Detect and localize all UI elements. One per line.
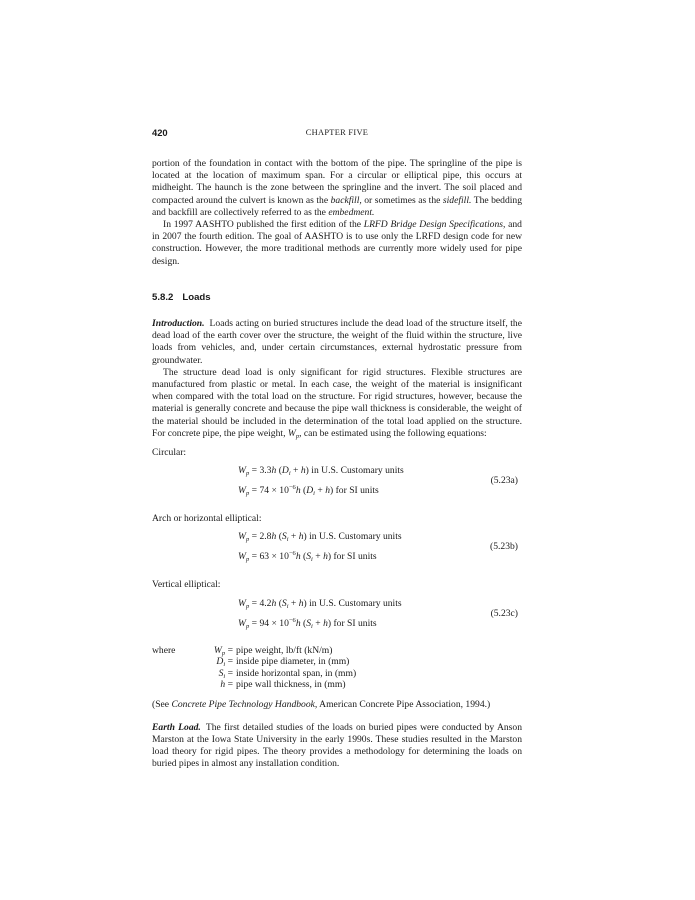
equation-label-circular: Circular:: [152, 447, 187, 459]
equation-label-arch: Arch or horizontal elliptical:: [152, 513, 262, 525]
section-heading: 5.8.2 Loads: [152, 291, 211, 303]
equation-si: $W_p = 94 \times 10^{-6}h$ $(S_i + h)$ for SI units: [238, 616, 377, 630]
definition-row: $S_i$ = inside horizontal span, in (mm): [218, 667, 357, 680]
equation-number: (5.23b): [490, 541, 518, 553]
paragraph-earth-load: Earth Load. The first detailed studies of the loads on buried pipes were conducted by Anson Marston at the Iowa State University in the early 1990s. These studies resulted in the Marston load theory for rigid pipes. The theory provides a methodology for determining the loads on buried pipes in almost any installation condition.: [152, 721, 523, 770]
equation-group-circular: [152, 464, 522, 506]
source-citation: (See Concrete Pipe Technology Handbook, American Concrete Pipe Association, 1994.): [152, 698, 491, 710]
page-number: 420: [152, 127, 168, 138]
definition-row: where $W_p$ = pipe weight, lb/ft (kN/m): [152, 644, 333, 657]
variable-definitions: [152, 645, 522, 691]
equation-group-vertical: [152, 597, 522, 639]
paragraph-aashto: In 1997 AASHTO published the first edition of the LRFD Bridge Design Specifications, and in 2007 the fourth edition. The goal of AASHTO is to use only the LRFD design code for new construction. However, the more traditional methods are currently more widely used for pipe design.: [152, 219, 522, 267]
equation-number: (5.23a): [490, 475, 518, 487]
equation-si: $W_p = 74 \times 10^{-6}h$ $(D_i + h)$ for SI units: [238, 484, 379, 498]
equation-number: (5.23c): [490, 607, 518, 619]
paragraph-dead-load: The structure dead load is only significant for rigid structures. Flexible structures are manufactured from plastic or metal. In each case, the weight of the material is insignificant when compared with the total load on the structure. For rigid structures, however, because the material is generally concrete and because the pipe wall thickness is considerable, the weight of the material should be included in the determination of the total load applied on the structure. For concrete pipe, the pipe weight, $W_p$, can be estimated using the following equations:: [152, 366, 522, 440]
paragraph-introduction: Introduction. Loads acting on buried structures include the dead load of the structure itself, the dead load of the earth cover over the structure, the weight of the fluid within the structure, live loads from vehicles, and, under certain circumstances, external hydrostatic pressure from groundwater.: [152, 318, 522, 366]
equation-us: $W_p = 2.8h$ $(S_i + h)$ in U.S. Customary units: [238, 531, 402, 544]
page: [152, 127, 522, 771]
definition-row: h = pipe wall thickness, in (mm): [220, 679, 346, 691]
equation-us: $W_p = 4.2h$ $(S_i + h)$ in U.S. Customary units: [238, 597, 402, 610]
chapter-title: CHAPTER FIVE: [305, 128, 369, 137]
equation-us: $W_p = 3.3h$ $(D_i + h)$ in U.S. Customary units: [238, 465, 404, 478]
definition-row: $D_i$ = inside pipe diameter, in (mm): [216, 656, 350, 669]
paragraph-springline: portion of the foundation in contact with the bottom of the pipe. The springline of the pipe is located at the location of maximum span. For a circular or elliptical pipe, this occurs at midheight. The haunch is the zone between the springline and the invert. The soil placed and compacted around the culvert is known as the backfill, or sometimes as the sidefill. The bedding and backfill are collectively referred to as the embedment.: [152, 158, 523, 218]
page-header: [152, 127, 522, 139]
equation-group-arch: [152, 530, 522, 572]
equation-si: $W_p = 63 \times 10^{-6}h$ $(S_i + h)$ for SI units: [238, 550, 377, 564]
equation-label-vertical: Vertical elliptical:: [152, 579, 221, 591]
